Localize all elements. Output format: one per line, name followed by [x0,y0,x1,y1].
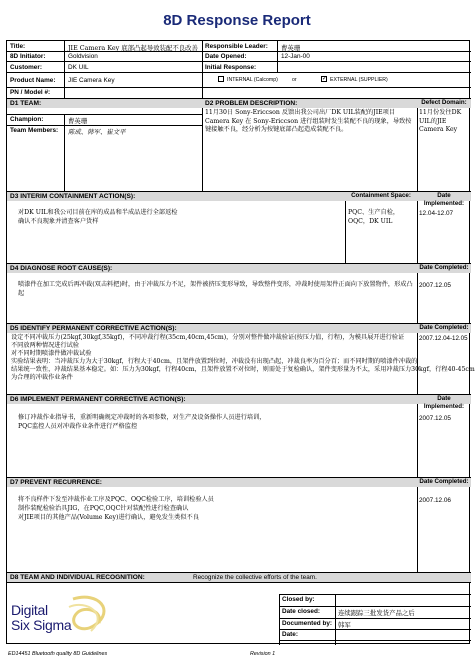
problem-description[interactable]: 11月30日 Sony-Ericcson 反馈出我公司出厂DK UIL装配的JIE项目 Camera Key 在 Sony-Ericcson 进行组装时发生装配不良的现象，导致按键接触不良，经分析为按键底部凸起造成装配不良。 [205,109,412,134]
initiator-label: 8D Initiator: [10,53,46,60]
leader-label: Responsible Leader: [205,43,268,50]
d2-heading: D2 PROBLEM DESCRIPTION: [205,100,298,107]
footer-left: ED14451 Bluetooth quality 8D Guidelines [8,651,108,657]
d4-line-1: 喷漆件在加工完成后再冲裁(双击料把)时，由于冲裁压力不足，架件被挤压变形导致，导致整件变形，冲裁时使用架件正面向下放置物件，形成凸起 [18,281,413,297]
containment-space-label: Containment Space: [351,192,411,199]
digital-six-sigma-logo [11,593,141,643]
d6-date-label: Date Implemented: [423,395,465,410]
documented-by-label: Documented by: [282,620,333,627]
d7-line-1: 将不良样件下发至冲裁作业工序及PQC、OQC检验工序，培训检验人员 [18,496,214,503]
logo-line-1: Digital [11,602,48,618]
customer-field[interactable]: DK UIL [68,64,89,71]
d3-line-2: 确认不良现象并清查客户货样 [18,218,99,225]
d7-line-2: 制作装配检验治具JIG，在PQC,OQC针对装配性进行检查确认 [18,505,189,512]
d6-heading: D6 IMPLEMENT PERMANENT CORRECTIVE ACTION(S): [10,396,186,403]
external-label: EXTERNAL (SUPPLIER) [330,77,388,83]
team-members-label: Team Members: [10,127,59,134]
date-label: Date: [282,631,298,638]
product-label: Product Name: [10,77,56,84]
d6-line-1: 修订冲裁作业指导书，重新明确规定冲裁时的各项参数，对生产及设备操作人员进行培训， [18,414,266,421]
date-closed-label: Date closed: [282,608,321,615]
team-members-field[interactable]: 陈成、韩军、崔文平 [68,128,126,136]
d5-line-4: 实验结果表明：当冲裁压力为大于30kgf，行程大于40cm，且架件放置到位时，冲裁没有出现凸起，冲裁良率为百分百；而不同时期的喷漆件冲裁的 [11,358,418,365]
d3-heading: D3 INTERIM CONTAINMENT ACTION(S): [10,193,136,200]
d3-line-1: 对DK UIL和我公司目前在库的成品和半成品进行全部返检 [18,209,178,216]
d5-line-6: 为合理的冲裁作业条件 [11,374,73,381]
customer-label: Customer: [10,64,42,71]
title-label: Title: [10,43,26,50]
d5-line-1: 设定不同冲裁压力(25kgf,30kgf,35kgf)，不同冲裁行程(35cm,40cm,45cm)，分别对整件做冲裁验证(按压力值，行程)，为模具展开进行验证 [11,334,405,341]
containment-space-value: PQC、生产自检，OQC，DK UIL [348,209,400,225]
pn-label: PN / Model #: [10,89,51,96]
d5-heading: D5 IDENTIFY PERMANENT CORRECTIVE ACTION(S): [10,325,177,332]
title-field[interactable]: JIE Camera Key 底部凸起导致装配不良改善 [68,44,198,52]
leader-field[interactable]: 曹英珊 [281,44,301,52]
closed-by-label: Closed by: [282,596,315,603]
date-opened-label: Date Opened: [205,53,247,60]
d7-date-label: Date Completed: [419,478,469,485]
d5-line-3: 对不同时期喷漆件做冲裁试验 [11,350,92,357]
d8-text: Recognize the collective efforts of the team. [193,574,317,581]
report-title: 8D Response Report [163,12,311,29]
initial-response-label: Initial Response: [205,64,257,71]
footer-right: Revision 1 [250,651,276,657]
external-checkbox[interactable]: ✓ [322,76,328,82]
d6-line-2: PQC监控人员对冲裁作业条件进行严格监控 [18,423,138,430]
internal-label: INTERNAL (Calcomp) [227,77,278,83]
initiator-field[interactable]: Goldvision [68,53,98,60]
d8-heading: D8 TEAM AND INDIVIDUAL RECOGNITION: [10,574,145,581]
d3-date-value: 12.04-12.07 [419,210,454,217]
d7-date-value: 2007.12.06 [419,497,451,504]
d5-line-2: 不同放两种情况进行试验 [11,342,80,349]
d7-heading: D7 PREVENT RECURRENCE: [10,479,102,486]
date-closed-field[interactable]: 连续跟踪三批发货产品之后 [338,609,415,617]
d4-date-label: Date Completed: [419,264,469,271]
logo-line-2: Six Sigma [11,617,72,633]
d5-line-5: 结果统一致性，冲裁结果基本稳定。如：压力为30kgf，行程40cm，且架件放置不对位时，则需处于复检确认，架件变形量为不太，采用冲裁压力30kgf，行程40-45cm [11,366,475,373]
or-label: or [292,77,297,83]
d5-date-label: Date Completed: [419,324,469,331]
product-field[interactable]: JIE Camera Key [68,77,115,84]
champion-field[interactable]: 曹英珊 [68,117,88,125]
defect-domain-label: Defect Domain: [421,99,467,106]
documented-by-field[interactable]: 韩军 [338,621,351,629]
d5-date-value: 2007.12.04-12.05 [419,335,468,342]
date-opened-field[interactable]: 12-Jan-00 [281,53,310,60]
d4-heading: D4 DIAGNOSE ROOT CAUSE(S): [10,265,113,272]
defect-domain-value[interactable]: 11月份发往DK UIL的JIE Camera Key [419,109,462,134]
d4-date-value: 2007.12.05 [419,282,451,289]
d7-line-3: 对JIE项目的其他产品(Volume Key)进行确认，避免发生类似不良 [18,514,199,521]
d6-date-value: 2007.12.05 [419,415,451,422]
internal-checkbox[interactable] [218,76,224,82]
d1-heading: D1 TEAM: [10,100,42,107]
d3-date-label: Date Implemented: [423,192,465,207]
report-form [6,40,475,644]
champion-label: Champion: [10,116,44,123]
